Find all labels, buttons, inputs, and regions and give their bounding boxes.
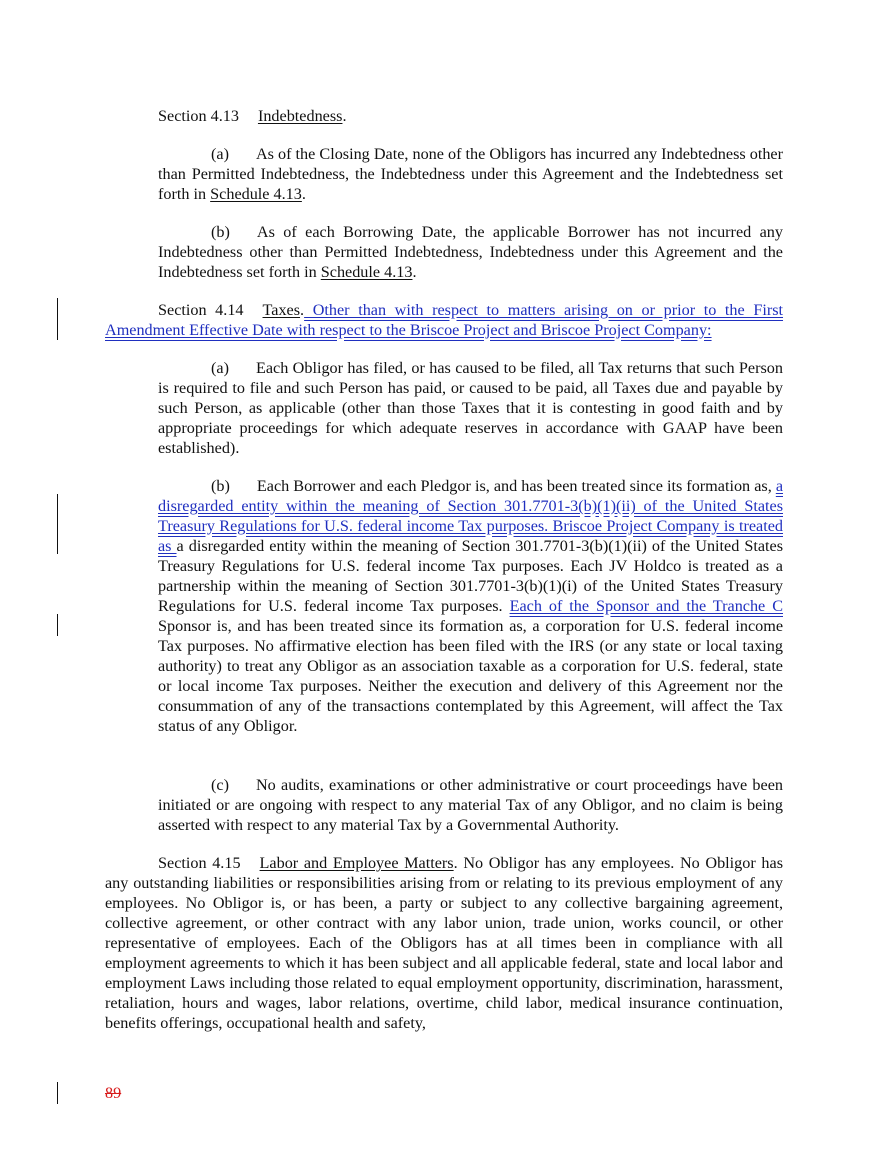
section-4-15 [105,853,783,1033]
clause-label: (c) [211,776,229,794]
clause-text: Each Obligor has filed, or has caused to be filed, all Tax returns that such Person is required to file and such Person has paid, or caused to be paid, all Taxes due and payable by such Person, as applicable (other than those Taxes that it is contesting in good faith and by appropriate proceedings for which adequate reserves in accordance with GAAP have been established). [158,359,783,457]
section-4-13-a [158,144,783,204]
clause-text: a disregarded entity within the meaning of Section 301.7701-3(b)(1)(ii) of the United States Treasury Regulations for U.S. federal income Tax purposes. Each JV Holdco is treated as a partnership within the meaning of Section 301.7701-3(b)(1)(i) of the United States Treasury Regulations for U.S. federal income Tax purposes. [158,537,783,615]
clause-end: . [412,263,417,281]
clause-label: (b) [211,477,230,495]
section-4-14-c [158,775,783,835]
change-bar [57,494,58,554]
clause-text: Each Borrower and each Pledgor is, and has been treated since its formation as, [256,477,776,495]
section-number: Section 4.13 [158,107,239,125]
section-title: Labor and Employee Matters [259,854,454,872]
section-number: Section 4.15 [158,854,241,872]
schedule-reference: Schedule 4.13 [320,263,413,281]
clause-text: Sponsor is, and has been treated since its formation as, a corporation for U.S. federal income Tax purposes. No affirmative election has been filed with the IRS (or any state or local taxing authority) to treat any Obligor as an association taxable as a corporation for U.S. federal, state or local income Tax purposes. Neither the execution and delivery of this Agreement nor the consummation of any of the transactions contemplated by this Agreement, will affect the Tax status of any Obligor. [158,617,783,735]
section-4-14-heading: Section 4.14 Taxes. Other than with respect to matters arising on or prior to the First Amendment Effective Date with respect to the Briscoe Project and Briscoe Project Company: [105,301,784,339]
section-text: . No Obligor has any employees. No Obligor has any outstanding liabilities or responsibilities arising from or relating to its previous employment of any employees. No Obligor is, or has been, a party or subject to any collective bargaining agreement, collective agreement, or other contract with any labor union, trade union, works council, or other representative of employees. Each of the Obligors has at all times been in compliance with all employment agreements to which it has been subject and all applicable federal, state and local labor and employment Laws including those related to equal employment opportunity, discrimination, harassment, retaliation, hours and wages, labor relations, overtime, child labor, medical insurance continuation, benefits offerings, occupational health and safety, [105,854,783,1032]
clause-label: (a) [211,145,229,163]
inserted-text: Other than with respect to matters arising on or prior to the First Amendment Effective Date with respect to the Briscoe Project and Briscoe Project Company: [105,301,784,339]
change-bar [57,1082,58,1104]
section-4-14-b [158,476,783,736]
clause-end: . [301,185,306,203]
clause-label: (b) [211,223,230,241]
section-4-13-b [158,222,783,282]
clause-text: As of the Closing Date, none of the Obligors has incurred any Indebtedness other than Permitted Indebtedness, the Indebtedness under this Agreement and the Indebtedness set forth in [158,145,783,203]
section-4-14-a [158,358,783,458]
schedule-reference: Schedule 4.13 [210,185,302,203]
inserted-text: Each of the Sponsor and the Tranche C [509,597,783,615]
page-number: 89 [105,1084,122,1102]
change-bar [57,614,58,636]
clause-text: No audits, examinations or other administrative or court proceedings have been initiated or are ongoing with respect to any material Tax of any Obligor, and no claim is being asserted with respect to any material Tax by a Governmental Authority. [158,776,783,834]
change-bar [57,298,58,340]
section-title: Taxes [262,301,301,319]
section-4-13-heading: Section 4.13 Indebtedness. [158,107,347,125]
inserted-text: a disregarded entity within the meaning of Section 301.7701-3(b)(1)(ii) of the United States Treasury Regulations for U.S. federal income Tax purposes. Briscoe Project Company is treated as [158,477,783,555]
section-number: Section 4.14 [158,301,244,319]
clause-label: (a) [211,359,229,377]
section-title: Indebtedness [257,107,343,125]
clause-text: As of each Borrowing Date, the applicable Borrower has not incurred any Indebtedness other than Permitted Indebtedness, Indebtedness under this Agreement and the Indebtedness set forth in [158,223,783,281]
